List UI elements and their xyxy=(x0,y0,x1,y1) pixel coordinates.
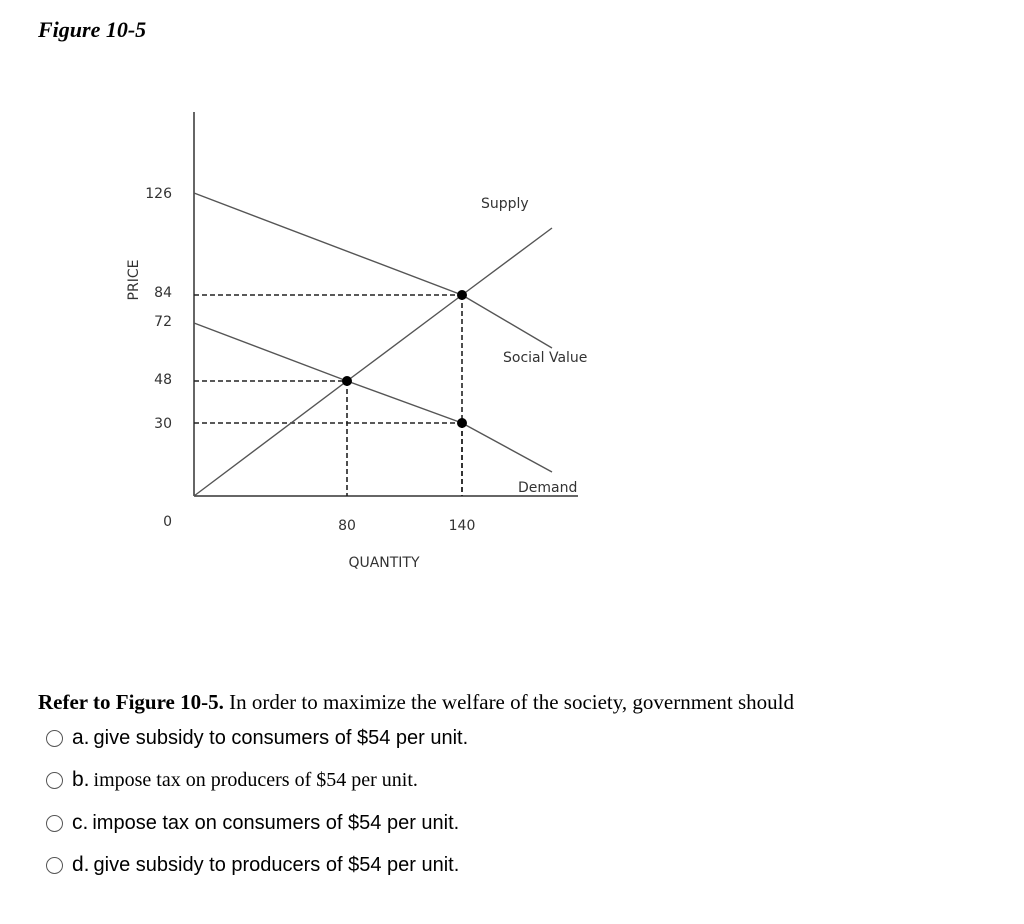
option-a[interactable] xyxy=(46,725,468,751)
social-value-line xyxy=(194,193,552,348)
equilibrium-points xyxy=(342,290,467,428)
equilibrium-dot xyxy=(457,290,467,300)
figure-title: Figure 10-5 xyxy=(38,17,147,42)
y-axis-label: PRICE xyxy=(126,259,142,301)
social-value-label: Social Value xyxy=(503,350,588,366)
demand-label: Demand xyxy=(518,480,578,496)
option-d[interactable] xyxy=(46,852,459,878)
y-tick-label: 48 xyxy=(154,372,172,388)
option-c-text: impose tax on consumers of $54 per unit. xyxy=(92,811,460,834)
y-tick-label: 84 xyxy=(154,285,172,301)
radio-d[interactable] xyxy=(46,857,63,874)
y-tick-label: 72 xyxy=(154,314,172,330)
curves xyxy=(194,193,552,496)
equilibrium-dot xyxy=(457,418,467,428)
option-b-letter: b. xyxy=(72,768,90,791)
question-ref: Refer to Figure 10-5. xyxy=(38,690,224,714)
radio-a[interactable] xyxy=(46,730,63,747)
option-b-text: impose tax on producers of $54 per unit. xyxy=(93,768,418,791)
radio-b[interactable] xyxy=(46,772,63,789)
x-axis-label: QUANTITY xyxy=(348,555,420,571)
supply-line xyxy=(194,228,552,496)
demand-line xyxy=(194,323,552,472)
option-c[interactable] xyxy=(46,810,459,836)
option-b[interactable] xyxy=(46,767,418,793)
equilibrium-dot xyxy=(342,376,352,386)
option-a-text: give subsidy to consumers of $54 per unit. xyxy=(93,726,469,749)
option-a-letter: a. xyxy=(72,726,90,749)
x-tick-label: 140 xyxy=(448,518,476,534)
y-tick-label: 126 xyxy=(145,186,172,202)
axes xyxy=(194,112,578,496)
y-tick-label: 30 xyxy=(154,416,172,432)
origin-label: 0 xyxy=(163,514,172,530)
x-tick-label: 80 xyxy=(338,518,356,534)
supply-label: Supply xyxy=(481,196,529,212)
option-c-letter: c. xyxy=(72,811,89,834)
option-d-letter: d. xyxy=(72,853,90,876)
question-text xyxy=(38,690,794,715)
option-d-text: give subsidy to producers of $54 per unit. xyxy=(93,853,460,876)
question-body: In order to maximize the welfare of the society, government should xyxy=(223,690,794,714)
radio-c[interactable] xyxy=(46,815,63,832)
